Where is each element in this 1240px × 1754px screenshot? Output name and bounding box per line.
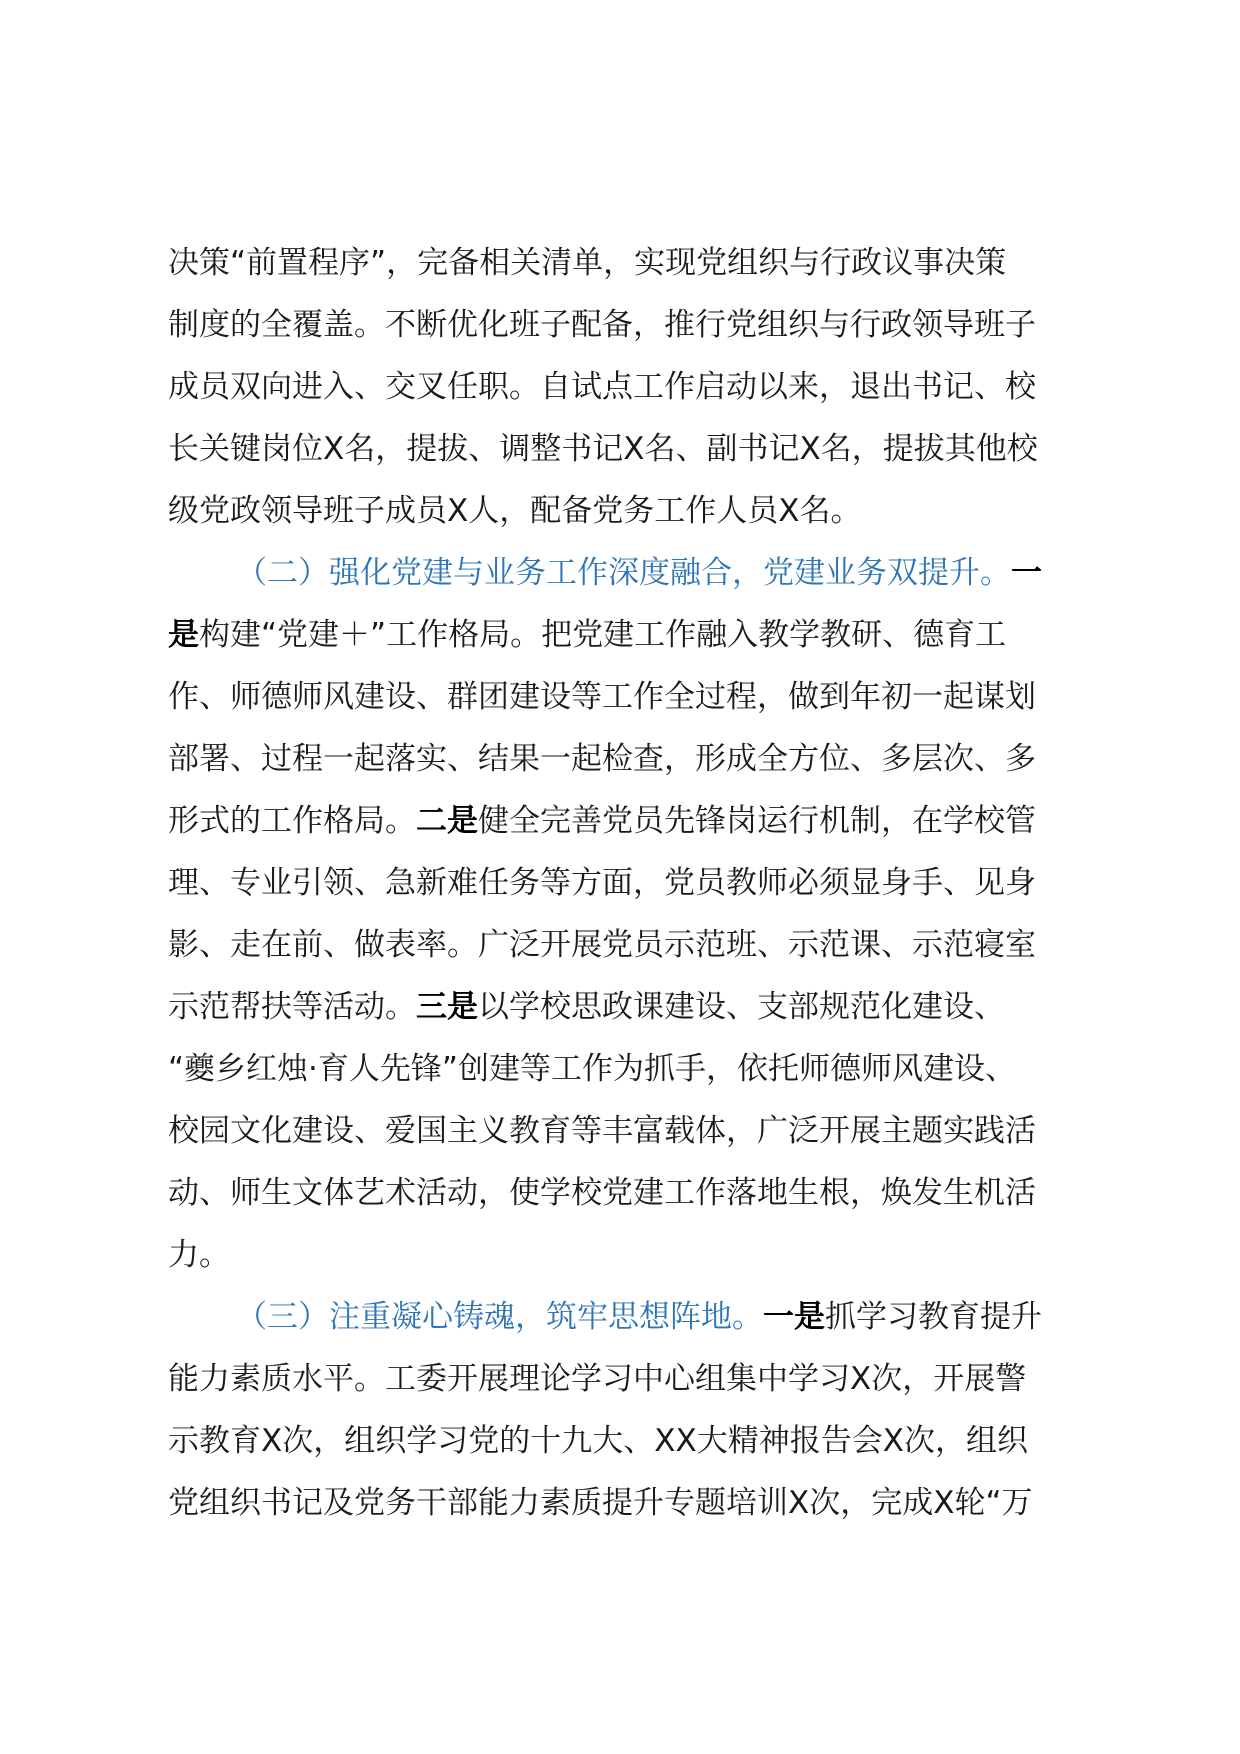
text-line	[168, 232, 1108, 294]
text-run: 成员双向进入、交叉任职。自试点工作启动以来，退出书记、校	[168, 369, 1036, 405]
section-heading-3: （三）注重凝心铸魂，筑牢思想阵地。	[236, 1299, 763, 1335]
text-line	[168, 480, 1108, 542]
text-line	[168, 1100, 1108, 1162]
text-run: 部署、过程一起落实、结果一起检查，形成全方位、多层次、多	[168, 741, 1036, 777]
text-run: 校园文化建设、爱国主义教育等丰富载体，广泛开展主题实践活	[168, 1113, 1036, 1149]
text-line	[168, 1038, 1108, 1100]
text-run: 作、师德师风建设、群团建设等工作全过程，做到年初一起谋划	[168, 679, 1036, 715]
bold-marker: 二是	[416, 803, 478, 839]
text-run: “夔乡红烛·育人先锋”创建等工作为抓手，依托师德师风建设、	[168, 1051, 1016, 1087]
text-run: 力。	[168, 1237, 230, 1273]
text-run: 以学校思政课建设、支部规范化建设、	[478, 989, 1005, 1025]
section-heading-2: （二）强化党建与业务工作深度融合，党建业务双提升。	[236, 555, 1011, 591]
text-run: 理、专业引领、急新难任务等方面，党员教师必须显身手、见身	[168, 865, 1036, 901]
text-line	[168, 1348, 1108, 1410]
text-run: 能力素质水平。工委开展理论学习中心组集中学习X次，开展警	[168, 1361, 1027, 1397]
text-line	[168, 852, 1108, 914]
text-run: 形式的工作格局。	[168, 803, 416, 839]
bold-marker: 三是	[416, 989, 478, 1025]
text-line	[168, 976, 1108, 1038]
text-run: 级党政领导班子成员X人，配备党务工作人员X名。	[168, 493, 862, 529]
bold-marker: 一	[1011, 555, 1042, 591]
text-run: 党组织书记及党务干部能力素质提升专题培训X次，完成X轮“万	[168, 1485, 1033, 1521]
text-line	[168, 356, 1108, 418]
text-line	[168, 294, 1108, 356]
text-line	[168, 1224, 1108, 1286]
text-line	[168, 1410, 1108, 1472]
bold-marker: 是	[168, 617, 199, 653]
text-line	[168, 604, 1108, 666]
text-run: 长关键岗位X名，提拔、调整书记X名、副书记X名，提拔其他校	[168, 431, 1038, 467]
text-line	[168, 1472, 1108, 1534]
text-run: 抓学习教育提升	[825, 1299, 1042, 1335]
text-line	[168, 790, 1108, 852]
text-line	[168, 542, 1108, 604]
text-run: 动、师生文体艺术活动，使学校党建工作落地生根，焕发生机活	[168, 1175, 1036, 1211]
text-line	[168, 666, 1108, 728]
text-run: 示范帮扶等活动。	[168, 989, 416, 1025]
text-line	[168, 728, 1108, 790]
bold-marker: 一是	[763, 1299, 825, 1335]
text-line	[168, 914, 1108, 976]
text-line	[168, 1286, 1108, 1348]
text-run: 健全完善党员先锋岗运行机制，在学校管	[478, 803, 1036, 839]
text-line	[168, 418, 1108, 480]
text-line	[168, 1162, 1108, 1224]
body-text	[168, 232, 1108, 1534]
text-run: 影、走在前、做表率。广泛开展党员示范班、示范课、示范寝室	[168, 927, 1036, 963]
text-run: 示教育X次，组织学习党的十九大、XX大精神报告会X次，组织	[168, 1423, 1028, 1459]
text-run: 决策“前置程序”，完备相关清单，实现党组织与行政议事决策	[168, 245, 1007, 281]
text-run: 构建“党建＋”工作格局。把党建工作融入教学教研、德育工	[199, 617, 1007, 653]
text-run: 制度的全覆盖。不断优化班子配备，推行党组织与行政领导班子	[168, 307, 1036, 343]
